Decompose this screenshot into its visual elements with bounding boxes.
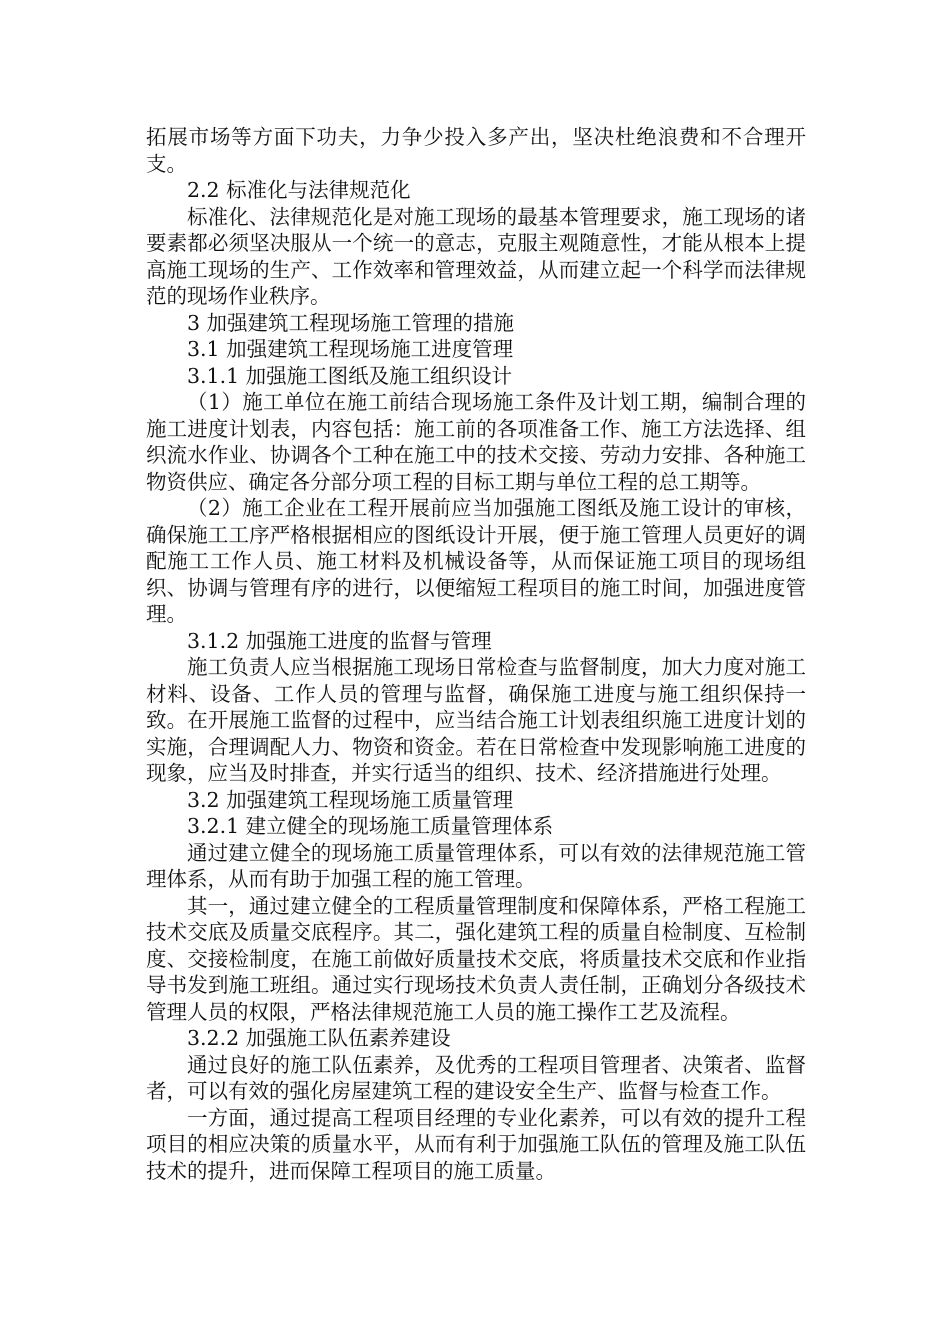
paragraph-quality-system: 通过建立健全的现场施工质量管理体系，可以有效的法律规范施工管理体系，从而有助于加强工程的施工管理。 <box>146 840 806 891</box>
paragraph-standardization: 标准化、法律规范化是对施工现场的最基本管理要求，施工现场的诸要素都必须坚决服从一个统一的意志，克服主观随意性，才能从根本上提高施工现场的生产、工作效率和管理效益，从而建立起一个科学而法律规范的现场作业秩序。 <box>146 204 806 308</box>
document-page <box>146 124 806 1184</box>
section-heading-3-2: 3.2 加强建筑工程现场施工质量管理 <box>187 787 514 812</box>
section-heading-2-2: 2.2 标准化与法律规范化 <box>187 178 411 202</box>
paragraph-progress-supervision: 施工负责人应当根据施工现场日常检查与监督制度，加大力度对施工材料、设备、工作人员的管理与监督，确保施工进度与施工组织保持一致。在开展施工监督的过程中，应当结合施工计划表组织施工进度计划的实施，合理调配人力、物资和资金。若在日常检查中发现影响施工进度的现象，应当及时排查，并实行适当的组织、技术、经济措施进行处理。 <box>146 655 806 785</box>
paragraph-item-1: （1）施工单位在施工前结合现场施工条件及计划工期，编制合理的施工进度计划表，内容包括：施工前的各项准备工作、施工方法选择、组织流水作业、协调各个工种在施工中的技术交接、劳动力安排、各种施工物资供应、确定各分部分项工程的目标工期与单位工程的总工期等。 <box>146 390 806 494</box>
section-heading-3-2-2: 3.2.2 加强施工队伍素养建设 <box>187 1026 451 1050</box>
section-heading-3-1-2: 3.1.2 加强施工进度的监督与管理 <box>187 628 492 653</box>
paragraph-quality-measures: 其一，通过建立健全的工程质量管理制度和保障体系，严格工程施工技术交底及质量交底程序。其二，强化建筑工程的质量自检制度、互检制度、交接检制度，在施工前做好质量技术交底，将质量技术交底和作业指导书发到施工班组。通过实行现场技术负责人责任制，正确划分各级技术管理人员的权限，严格法律规范施工人员的施工操作工艺及流程。 <box>146 893 806 1024</box>
paragraph-continuation: 拓展市场等方面下功夫，力争少投入多产出，坚决杜绝浪费和不合理开支。 <box>146 125 806 176</box>
paragraph-manager-quality: 一方面，通过提高工程项目经理的专业化素养，可以有效的提升工程项目的相应决策的质量水平，从而有利于加强施工队伍的管理及施工队伍技术的提升，进而保障工程项目的施工质量。 <box>146 1105 806 1183</box>
section-heading-3: 3 加强建筑工程现场施工管理的措施 <box>187 310 515 335</box>
section-heading-3-1-1: 3.1.1 加强施工图纸及施工组织设计 <box>187 363 513 388</box>
section-heading-3-1: 3.1 加强建筑工程现场施工进度管理 <box>187 337 514 361</box>
paragraph-team-quality: 通过良好的施工队伍素养，及优秀的工程项目管理者、决策者、监督者，可以有效的强化房屋建筑工程的建设安全生产、监督与检查工作。 <box>146 1052 806 1103</box>
paragraph-item-2: （2）施工企业在工程开展前应当加强施工图纸及施工设计的审核，确保施工工序严格根据相应的图纸设计开展，便于施工管理人员更好的调配施工工作人员、施工材料及机械设备等，从而保证施工项目的现场组织、协调与管理有序的进行，以便缩短工程项目的施工时间，加强进度管理。 <box>146 496 806 626</box>
section-heading-3-2-1: 3.2.1 建立健全的现场施工质量管理体系 <box>187 814 554 838</box>
